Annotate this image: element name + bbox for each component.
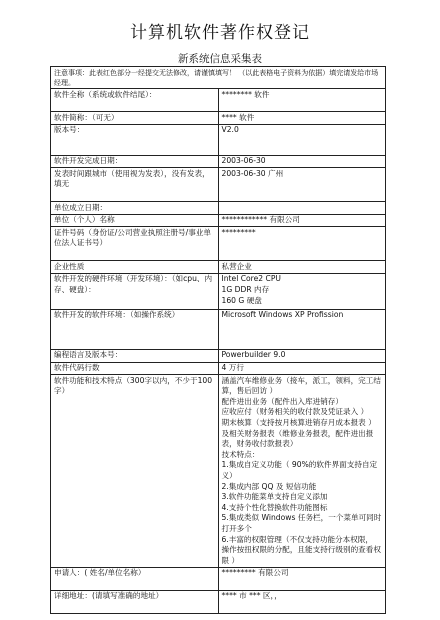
- feature-line: 技术特点：: [221, 449, 260, 459]
- table-row: [51, 112, 386, 125]
- feature-line: 4.支持个性化替换软件功能图标: [221, 502, 328, 512]
- field-label-hardware-env: 软件开发的硬件环境（开发环境）：（如cpu、内存、硬盘）：: [51, 273, 219, 309]
- feature-line: 应收应付（财务相关的收付款及凭证录入 ）: [221, 407, 369, 417]
- table-row: [51, 309, 386, 349]
- table-row: [51, 362, 386, 375]
- feature-line: 2.集成内部 QQ 及 短信功能: [221, 481, 317, 491]
- table-row: [51, 590, 386, 613]
- feature-line: 涵盖汽车维修业务（接车，派工，领料，完工结算，售后回访 ）: [221, 375, 381, 396]
- field-value-founding-date[interactable]: [218, 202, 386, 215]
- table-row: [51, 349, 386, 362]
- field-value-features[interactable]: [218, 375, 386, 568]
- field-label-version: 版本号：: [51, 124, 219, 155]
- hardware-line: Intel Core2 CPU: [221, 274, 281, 284]
- table-row: [51, 89, 386, 112]
- table-row: [51, 375, 386, 568]
- table-row: [51, 567, 386, 590]
- feature-line: 3.软件功能菜单支持自定义添加: [221, 492, 328, 502]
- table-row: [51, 227, 386, 261]
- feature-line: 期末核算（支持按月核算进销存月成本报表 ）: [221, 418, 376, 428]
- field-value-address[interactable]: **** 市 *** 区，，: [218, 590, 386, 613]
- field-value-completion-date[interactable]: 2003-06-30: [218, 155, 386, 168]
- field-value-software-env[interactable]: Microsoft Windows XP Profission: [218, 309, 386, 349]
- hardware-line: 1G DDR 内存: [221, 285, 270, 295]
- info-form-table: [50, 66, 386, 614]
- field-label-features: 软件功能和技术特点（300字以内，不少于100字）: [51, 375, 219, 568]
- feature-line: 配件进出业务（配件出入库进销存）: [221, 396, 343, 406]
- page-title: 计算机软件著作权登记: [130, 23, 310, 43]
- field-value-applicant[interactable]: ********* 有限公司: [218, 567, 386, 590]
- field-value-id-number[interactable]: *********: [218, 227, 386, 261]
- field-value-hardware-env[interactable]: [218, 273, 386, 309]
- field-label-applicant: 申请人：( 姓名/单位名称）: [51, 567, 219, 590]
- field-label-founding-date: 单位成立日期：: [51, 202, 219, 215]
- table-row: [51, 168, 386, 202]
- notice-text: 注意事项：此表红色部分一经提交无法修改，请谨慎填写！ （以此表格电子资料为依据）填完请发给市场经理。: [51, 67, 386, 89]
- hardware-line: 160 G 硬盘: [221, 295, 262, 305]
- field-label-language: 编程语言及版本号：: [51, 349, 219, 362]
- feature-line: 及相关财务报表（维修业务报表，配件进出报表，财务收付款报表）: [221, 428, 374, 449]
- feature-line: 1.集成自定义功能（ 90%的软件界面支持自定义）: [221, 460, 378, 480]
- field-label-short-name: 软件简称：（可无）: [51, 112, 219, 125]
- table-row: [51, 214, 386, 227]
- feature-line: 5.集成类似 Windows 任务栏，一个菜单可同时打开多个: [221, 513, 382, 533]
- field-value-language[interactable]: Powerbuilder 9.0: [218, 349, 386, 362]
- field-label-id-number: 证件号码（身份证/公司营业执照注册号/事业单位法人证书号）: [51, 227, 219, 261]
- table-row: [51, 155, 386, 168]
- feature-line: 6.丰富的权限管理（不仅支持功能分本权限， 操作按扭权限的分配，且能支持行级别的查看权限 ）: [221, 534, 381, 565]
- field-label-code-lines: 软件代码行数: [51, 362, 219, 375]
- field-value-enterprise-type[interactable]: 私营企业: [218, 261, 386, 274]
- field-label-organization-name: 单位（个人）名称: [51, 214, 219, 227]
- table-row: [51, 261, 386, 274]
- field-label-full-name: 软件全称（系统或软件结尾）：: [51, 89, 219, 112]
- field-value-organization-name[interactable]: ************ 有限公司: [218, 214, 386, 227]
- table-row: [51, 202, 386, 215]
- page-subtitle: 新系统信息采集表: [178, 53, 262, 65]
- field-label-software-env: 软件开发的软件环境：（如操作系统）: [51, 309, 219, 349]
- field-value-version[interactable]: V2.0: [218, 124, 386, 155]
- field-label-completion-date: 软件开发完成日期：: [51, 155, 219, 168]
- field-label-address: 详细地址：(请填写准确的地址）: [51, 590, 219, 613]
- field-value-publish-info[interactable]: 2003-06-30 广州: [218, 168, 386, 202]
- field-value-code-lines[interactable]: 4 万行: [218, 362, 386, 375]
- table-row: [51, 273, 386, 309]
- field-value-short-name[interactable]: **** 软件: [218, 112, 386, 125]
- note-row: [51, 67, 386, 89]
- table-row: [51, 124, 386, 155]
- field-label-publish-info: 发表时间跟城市（使用视为发表），没有发表，填无: [51, 168, 219, 202]
- field-value-full-name[interactable]: ******** 软件: [218, 89, 386, 112]
- field-label-enterprise-type: 企业性质: [51, 261, 219, 274]
